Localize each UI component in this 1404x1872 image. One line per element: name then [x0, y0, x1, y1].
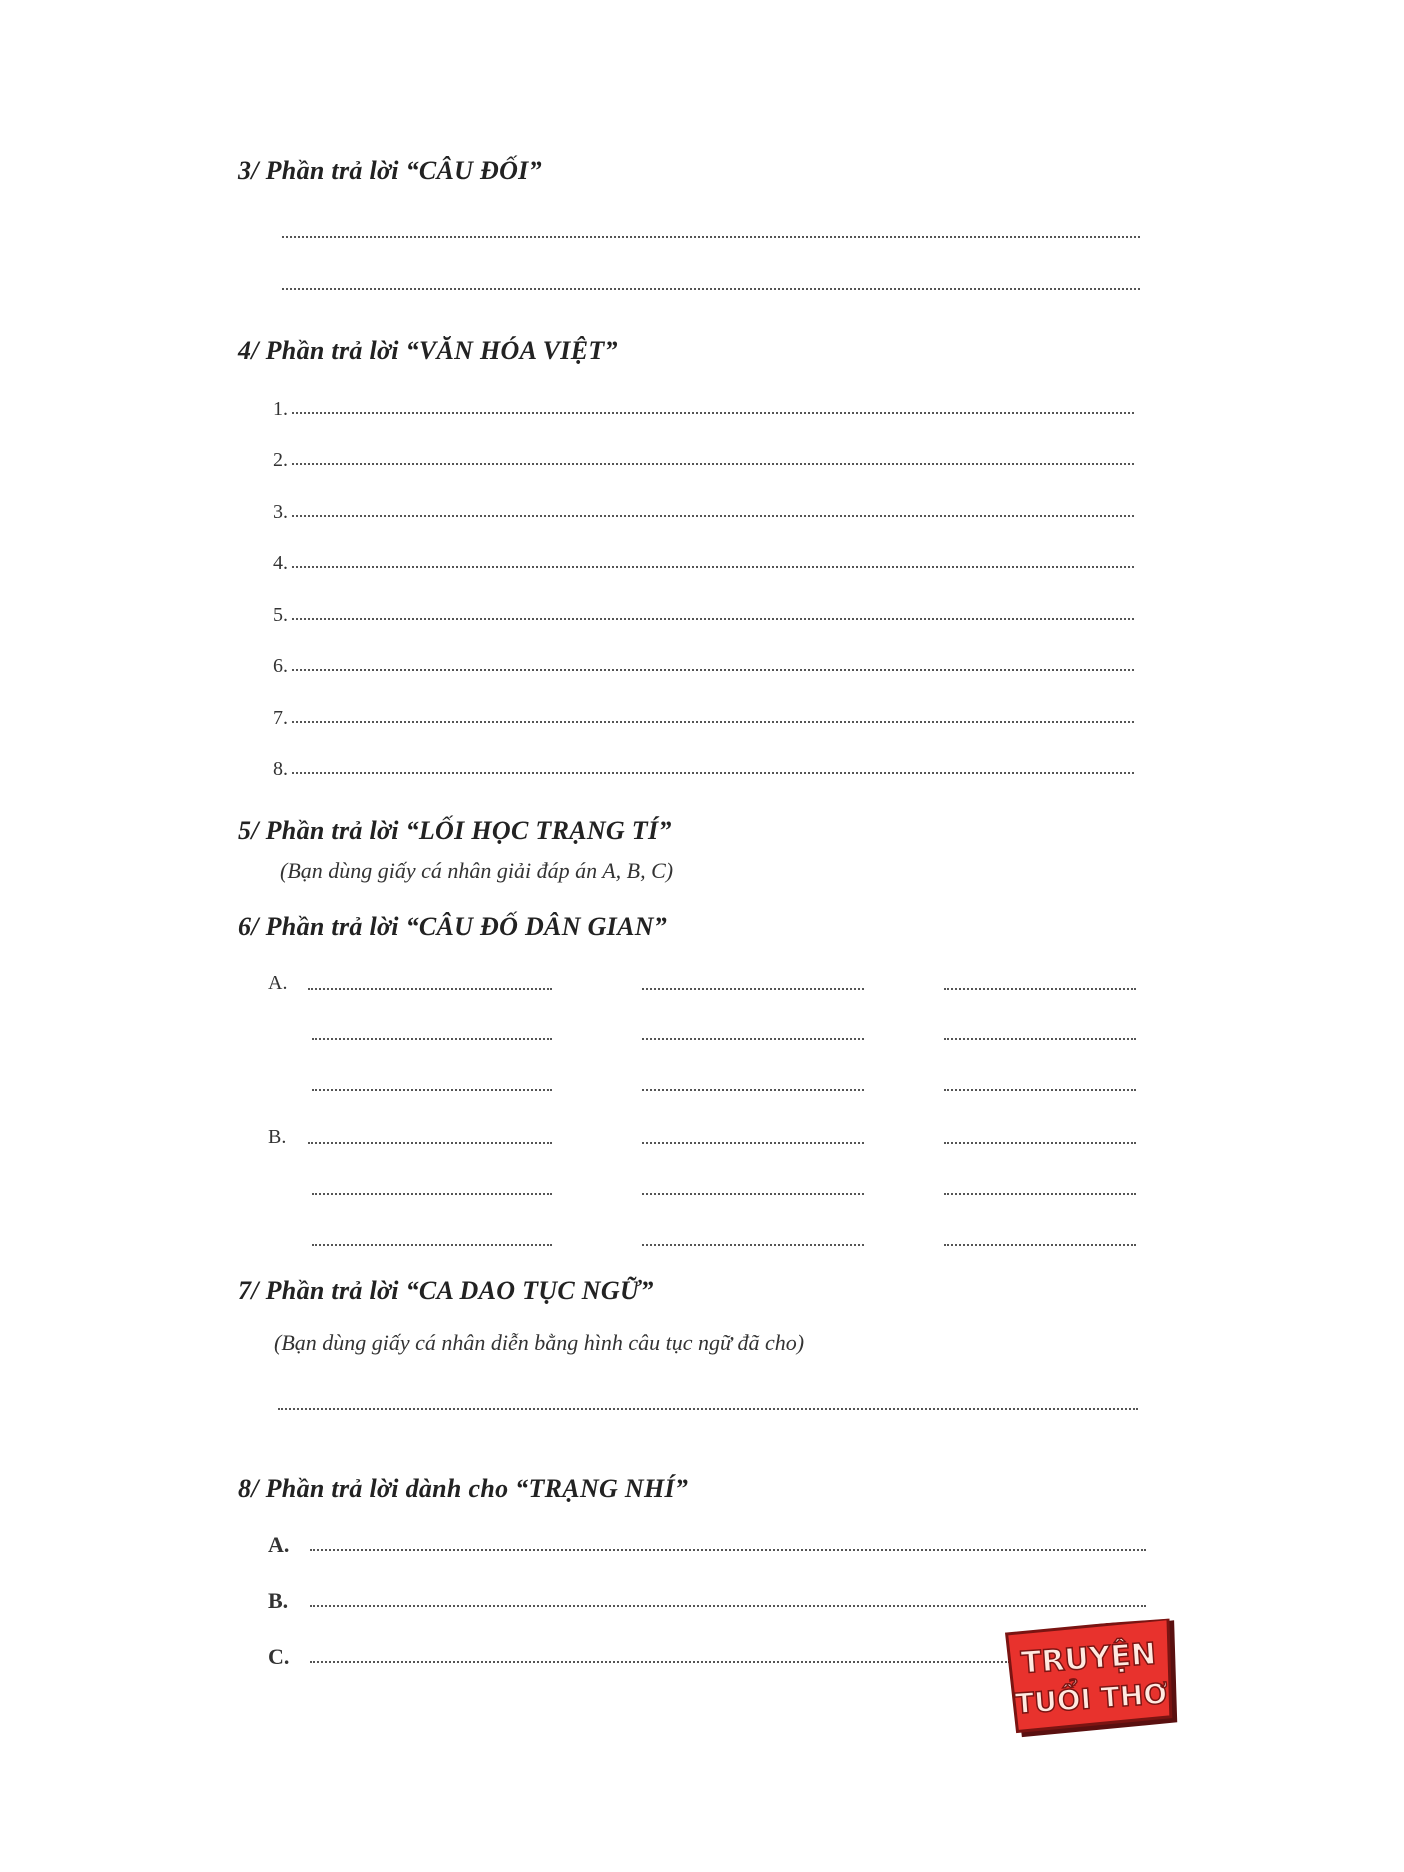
answer-line[interactable] — [642, 1089, 864, 1091]
answer-line[interactable] — [944, 1089, 1136, 1091]
answer-line[interactable] — [282, 236, 1140, 238]
answer-line[interactable] — [292, 412, 1134, 414]
answer-line[interactable] — [292, 515, 1134, 517]
answer-line[interactable] — [310, 1661, 1010, 1663]
logo-line-1: TRUYỆN — [1019, 1636, 1158, 1682]
answer-line[interactable] — [944, 988, 1136, 990]
answer-line[interactable] — [944, 1244, 1136, 1246]
logo-line-2: TUỔI THƠ — [1014, 1676, 1169, 1721]
group-label-a: A. — [268, 972, 288, 994]
truyen-tuoi-tho-logo — [1004, 1618, 1183, 1740]
answer-line[interactable] — [292, 772, 1134, 774]
answer-line[interactable] — [282, 288, 1140, 290]
section-6-title: 6/ Phần trả lời “CÂU ĐỐ DÂN GIAN” — [238, 912, 668, 941]
answer-line[interactable] — [642, 1038, 864, 1040]
answer-label-c: C. — [268, 1644, 290, 1669]
answer-line[interactable] — [308, 1142, 552, 1144]
answer-line[interactable] — [278, 1408, 1138, 1410]
answer-line[interactable] — [312, 1089, 552, 1091]
answer-line[interactable] — [312, 1038, 552, 1040]
answer-line[interactable] — [308, 988, 552, 990]
answer-line[interactable] — [642, 1193, 864, 1195]
answer-label-b: B. — [268, 1588, 289, 1613]
section-7-title: 7/ Phần trả lời “CA DAO TỤC NGỮ” — [238, 1276, 654, 1305]
answer-line[interactable] — [292, 618, 1134, 620]
answer-line[interactable] — [944, 1193, 1136, 1195]
item-number: 1. — [273, 398, 288, 420]
answer-line[interactable] — [642, 1142, 864, 1144]
item-number: 7. — [273, 707, 288, 729]
section-7-note: (Bạn dùng giấy cá nhân diễn bằng hình câu tục ngữ đã cho) — [274, 1330, 805, 1355]
answer-line[interactable] — [642, 988, 864, 990]
answer-line[interactable] — [642, 1244, 864, 1246]
section-8-title: 8/ Phần trả lời dành cho “TRẠNG NHÍ” — [238, 1474, 689, 1503]
section-5-title: 5/ Phần trả lời “LỐI HỌC TRẠNG TÍ” — [238, 816, 672, 845]
answer-line[interactable] — [292, 566, 1134, 568]
answer-line[interactable] — [312, 1244, 552, 1246]
group-label-b: B. — [268, 1126, 287, 1148]
answer-label-a: A. — [268, 1532, 290, 1557]
answer-line[interactable] — [310, 1605, 1146, 1607]
item-number: 3. — [273, 501, 288, 523]
section-5-note: (Bạn dùng giấy cá nhân giải đáp án A, B, C) — [280, 858, 674, 883]
section-3-title: 3/ Phần trả lời “CÂU ĐỐI” — [238, 156, 542, 185]
item-number: 2. — [273, 449, 288, 471]
answer-line[interactable] — [944, 1038, 1136, 1040]
answer-line[interactable] — [292, 721, 1134, 723]
item-number: 6. — [273, 655, 288, 677]
answer-line[interactable] — [292, 463, 1134, 465]
item-number: 8. — [273, 758, 288, 780]
section-4-title: 4/ Phần trả lời “VĂN HÓA VIỆT” — [238, 336, 618, 365]
answer-line[interactable] — [292, 669, 1134, 671]
answer-line[interactable] — [312, 1193, 552, 1195]
answer-line[interactable] — [310, 1549, 1146, 1551]
item-number: 4. — [273, 552, 288, 574]
answer-line[interactable] — [944, 1142, 1136, 1144]
item-number: 5. — [273, 604, 288, 626]
